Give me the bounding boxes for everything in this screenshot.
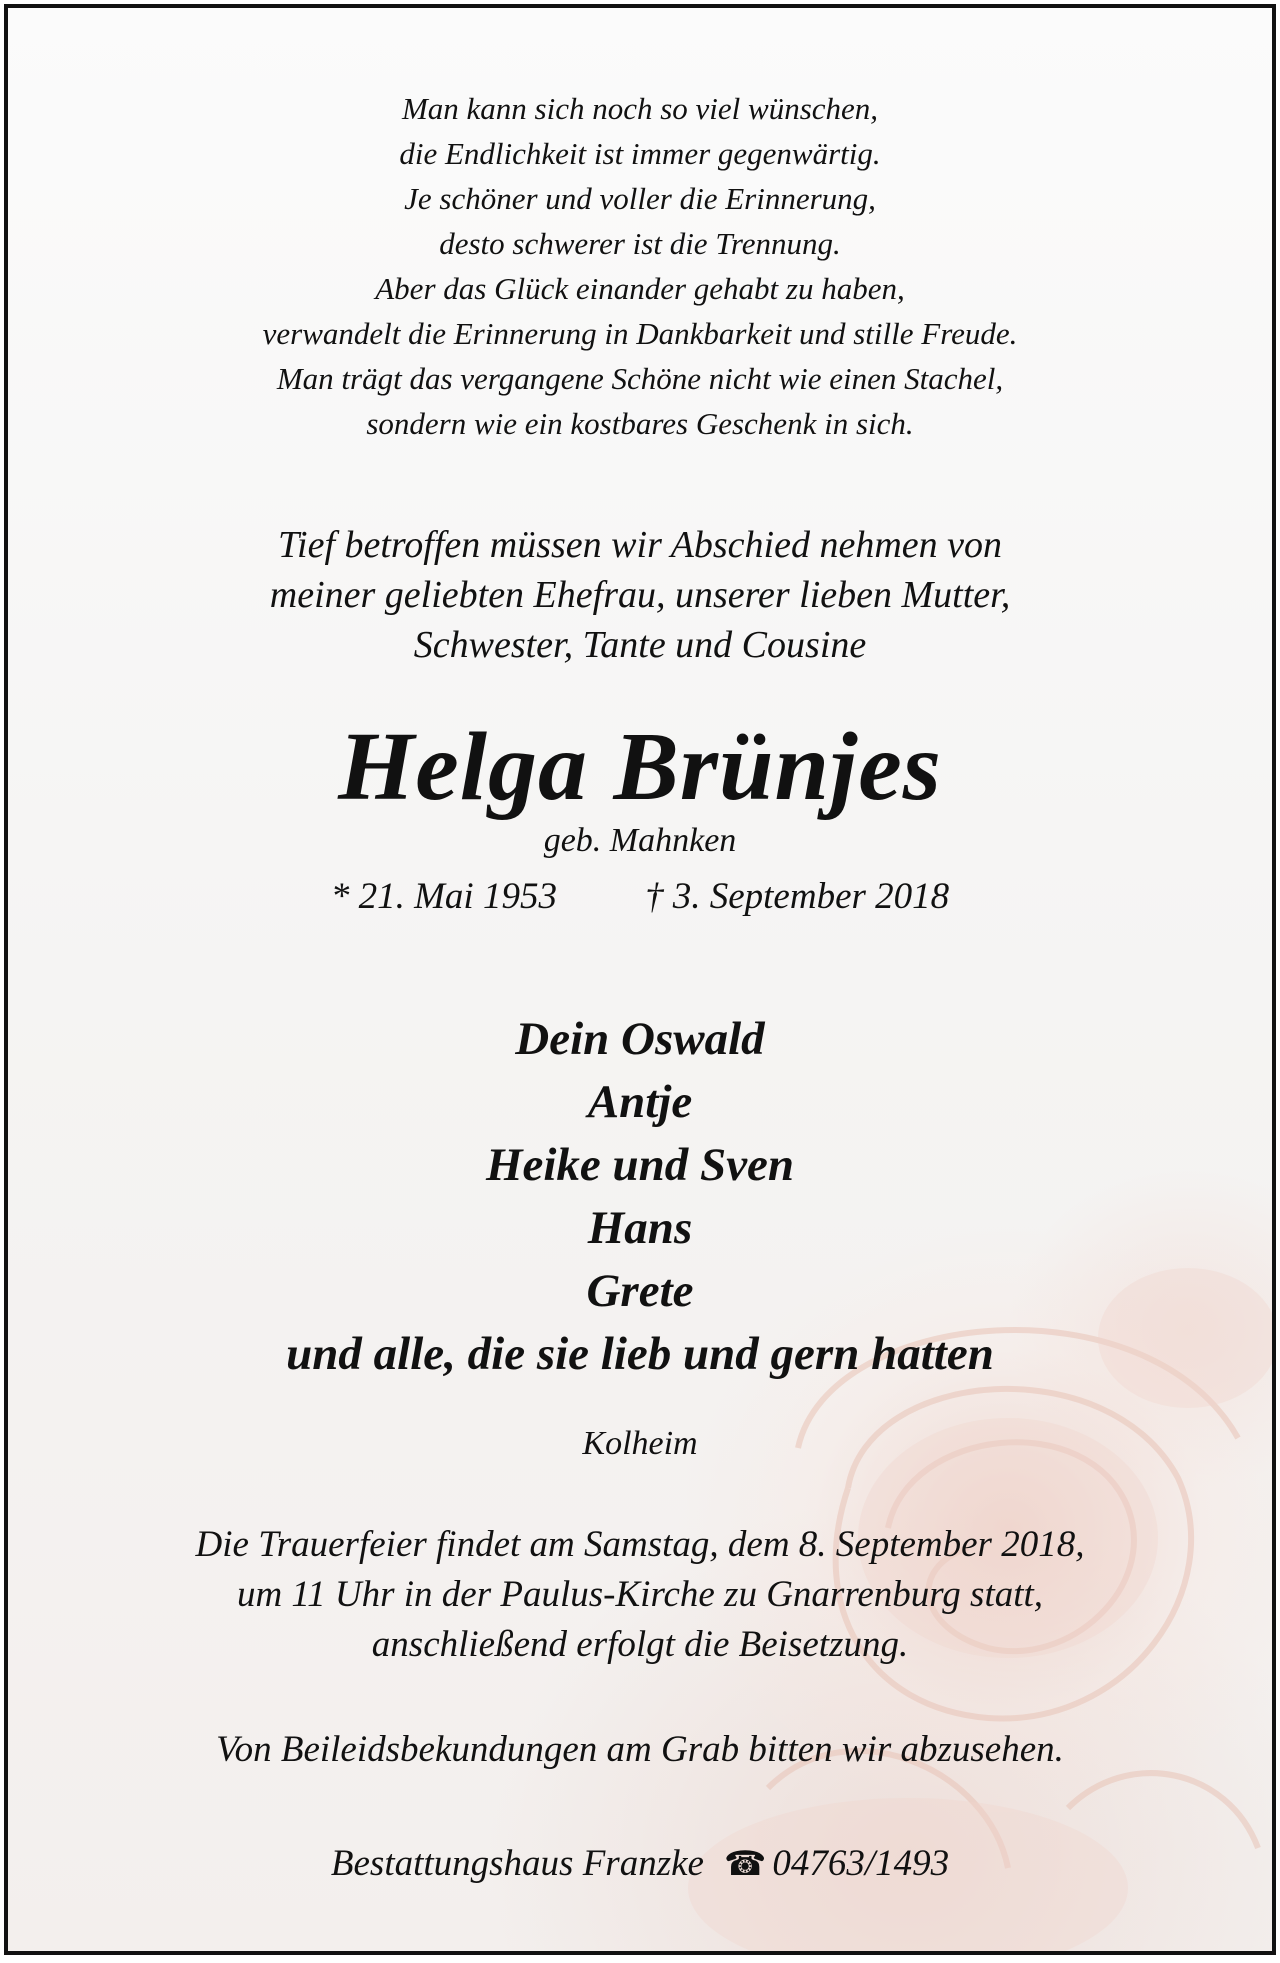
intro-line: meiner geliebten Ehefrau, unserer lieben Mutter, (269, 574, 1011, 616)
phone-icon: ☎ (723, 1846, 767, 1883)
poem-line: Je schöner und voller die Erinnerung, (404, 181, 876, 216)
poem (8, 86, 1272, 446)
poem-line: Man trägt das vergangene Schöne nicht wie einen Stachel, (276, 361, 1004, 396)
obituary-notice (4, 4, 1276, 1955)
poem-line: Aber das Glück einander gehabt zu haben, (375, 271, 905, 306)
poem-line: Man kann sich noch so viel wünschen, (401, 91, 879, 126)
poem-line: die Endlichkeit ist immer gegenwärtig. (399, 136, 881, 171)
intro-line: Tief betroffen müssen wir Abschied nehmen von (277, 524, 1003, 566)
mourner: und alle, die sie lieb und gern hatten (286, 1328, 994, 1380)
mourner: Grete (586, 1265, 694, 1317)
poem-line: sondern wie ein kostbares Geschenk in sich. (366, 406, 914, 441)
maiden-name: geb. Mahnken (543, 822, 737, 859)
intro-line: Schwester, Tante und Cousine (413, 624, 867, 666)
condolence-request: Von Beileidsbekundungen am Grab bitten wir abzusehen. (216, 1729, 1064, 1770)
poem-line: desto schwerer ist die Trennung. (439, 226, 841, 261)
mourner: Antje (587, 1076, 693, 1128)
mourners-list (8, 1008, 1272, 1386)
mourner: Hans (587, 1202, 693, 1254)
service-line: um 11 Uhr in der Paulus-Kirche zu Gnarrenburg statt, (236, 1574, 1044, 1615)
life-dates (8, 874, 1272, 920)
funeral-service-info (8, 1520, 1272, 1670)
intro-text (8, 520, 1272, 670)
undertaker-line (8, 1840, 1272, 1889)
service-line: Die Trauerfeier findet am Samstag, dem 8. September 2018, (195, 1524, 1085, 1565)
service-line: anschließend erfolgt die Beisetzung. (371, 1624, 909, 1665)
death-date: † 3. September 2018 (644, 876, 950, 917)
mourner: Heike und Sven (485, 1139, 795, 1191)
deceased-name: Helga Brünjes (338, 713, 942, 821)
undertaker-name: Bestattungshaus Franzke (330, 1843, 704, 1884)
place: Kolheim (582, 1425, 698, 1462)
undertaker-phone: 04763/1493 (772, 1843, 950, 1884)
mourner: Dein Oswald (515, 1013, 765, 1065)
poem-line: verwandelt die Erinnerung in Dankbarkeit und stille Freude. (262, 316, 1018, 351)
birth-date: * 21. Mai 1953 (330, 876, 557, 917)
